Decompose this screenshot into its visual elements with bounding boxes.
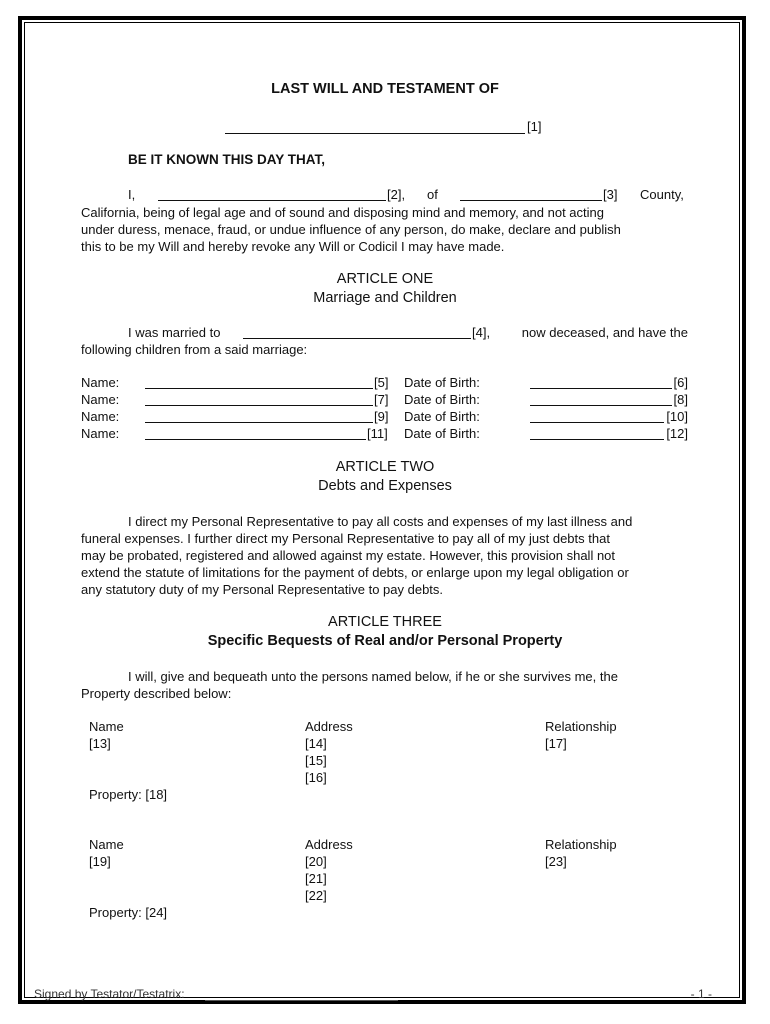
child-3-dob-label: Date of Birth: [404,409,480,424]
bequest-2-address-2[interactable]: [21] [305,871,327,886]
bequest-2-relationship[interactable]: [23] [545,854,567,869]
child-3-dob-field: [10] [666,409,688,424]
bequest-1-address-label: Address [305,719,353,734]
article-two-heading: ARTICLE TWO [335,459,435,475]
child-1-name-field: [5] [374,375,389,390]
child-3-name-line[interactable] [145,422,373,423]
article-three-subheading: Specific Bequests of Real and/or Personal Property [207,633,563,649]
married-line-2: following children from a said marriage: [81,342,308,357]
child-4-dob-line[interactable] [530,439,664,440]
married-suffix: now deceased, and have the [521,325,688,340]
child-1-name-label: Name: [81,375,120,390]
article-one-subheading [80,290,690,306]
child-1-dob-label: Date of Birth: [404,375,480,390]
intro-i: I, [128,187,136,202]
spouse-line[interactable] [243,338,471,339]
bequest-1-address-2[interactable]: [15] [305,753,327,768]
intro-county: County, [640,187,684,202]
bequest-2-name[interactable]: [19] [89,854,111,869]
inner-border [24,22,740,998]
article-one-subheading-text: Marriage and Children [313,290,457,306]
article-two-line-1: I direct my Personal Representative to pay all costs and expenses of my last illness and [128,514,633,529]
article-three-line-2: Property described below: [81,686,232,701]
bequest-1-address-3[interactable]: [16] [305,770,327,785]
intro-line-1: California, being of legal age and of sound and disposing mind and memory, and not acting [81,205,604,220]
bequest-2-address-3[interactable]: [22] [305,888,327,903]
page-number: - 1 - [690,987,712,1001]
bequest-1-address-1[interactable]: [14] [305,736,327,751]
child-2-dob-line[interactable] [530,405,672,406]
intro-of: of [427,187,438,202]
child-1-dob-line[interactable] [530,388,672,389]
child-2-dob-label: Date of Birth: [404,392,480,407]
child-2-name-field: [7] [374,392,389,407]
child-4-name-line[interactable] [145,439,366,440]
child-4-dob-label: Date of Birth: [404,426,480,441]
child-1-name-line[interactable] [145,388,373,389]
child-4-name-label: Name: [81,426,120,441]
be-it-known: BE IT KNOWN THIS DAY THAT, [128,152,326,167]
child-3-name-field: [9] [374,409,389,424]
bequest-1-property[interactable]: Property: [18] [89,787,168,802]
bequest-2-address-label: Address [305,837,353,852]
testator-name-line[interactable] [225,133,525,134]
child-1-dob-field: [6] [673,375,688,390]
field-1: [1] [527,119,542,134]
intro-line-2: under duress, menace, fraud, or undue influence of any person, do make, declare and publish [81,222,621,237]
article-three-line-1: I will, give and bequeath unto the persons named below, if he or she survives me, the [128,669,618,684]
intro-line-3: this to be my Will and hereby revoke any Will or Codicil I may have made. [81,239,505,254]
bequest-1-relationship-label: Relationship [545,719,617,734]
child-2-name-line[interactable] [145,405,373,406]
child-2-name-label: Name: [81,392,120,407]
article-two-line-2: funeral expenses. I further direct my Personal Representative to pay all of my just debts that [81,531,610,546]
document-title: LAST WILL AND TESTAMENT OF [271,81,499,97]
article-three-heading: ARTICLE THREE [328,614,442,630]
bequest-2-address-1[interactable]: [20] [305,854,327,869]
article-two-line-5: any statutory duty of my Personal Representative to pay debts. [81,582,444,597]
county-line[interactable] [460,200,602,201]
article-two-line-4: extend the statute of limitations for the payment of debts, or enlarge upon my legal obligation or [81,565,629,580]
signature-line[interactable] [205,1000,398,1001]
signed-by-label: Signed by Testator/Testatrix: [34,987,185,1001]
child-4-dob-field: [12] [666,426,688,441]
bequest-1-name[interactable]: [13] [89,736,111,751]
testator-name-line-2[interactable] [158,200,386,201]
article-one-heading: ARTICLE ONE [336,271,434,287]
bequest-1-relationship[interactable]: [17] [545,736,567,751]
bequest-2-property[interactable]: Property: [24] [89,905,168,920]
married-prefix: I was married to [128,325,221,340]
article-two-subheading: Debts and Expenses [318,478,452,494]
child-2-dob-field: [8] [673,392,688,407]
bequest-2-relationship-label: Relationship [545,837,617,852]
child-3-dob-line[interactable] [530,422,664,423]
child-3-name-label: Name: [81,409,120,424]
field-3: [3] [603,187,618,202]
article-two-line-3: may be probated, registered and allowed against my estate. However, this provision shall not [81,548,616,563]
bequest-1-name-label: Name [89,719,124,734]
field-4: [4], [472,325,491,340]
field-2: [2], [387,187,406,202]
child-4-name-field: [11] [367,426,388,441]
bequest-2-name-label: Name [89,837,124,852]
